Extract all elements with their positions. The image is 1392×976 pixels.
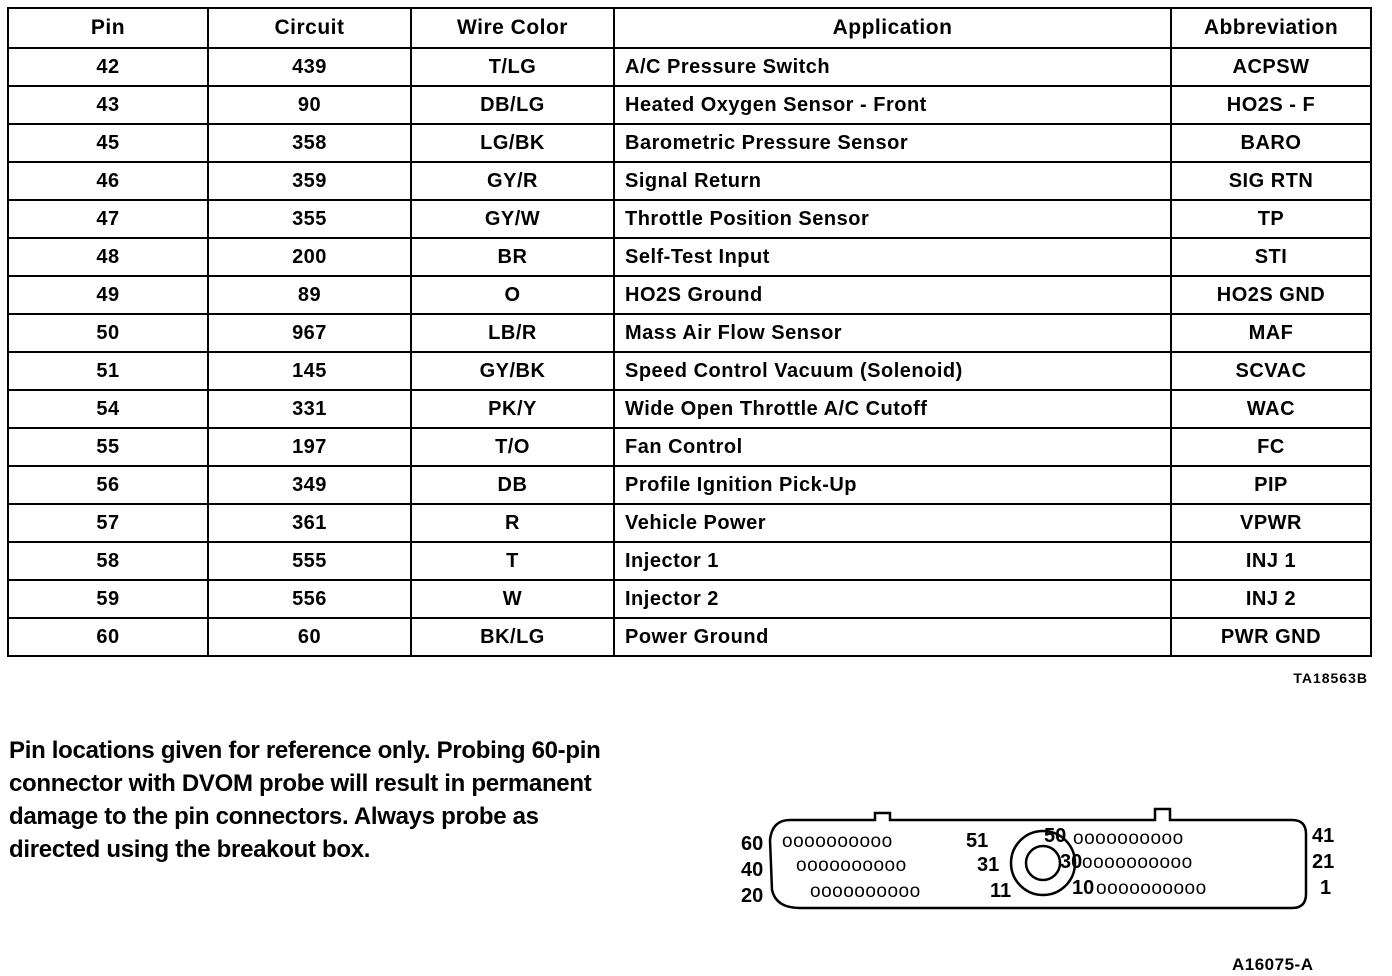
- table-row: [8, 162, 1371, 200]
- cell-application: Mass Air Flow Sensor: [614, 314, 1171, 352]
- cell-application: Barometric Pressure Sensor: [614, 124, 1171, 162]
- cell-circuit: 361: [208, 504, 411, 542]
- label-pin-11: 11: [990, 880, 1012, 902]
- table-row: [8, 200, 1371, 238]
- cell-abbreviation: SIG RTN: [1171, 162, 1371, 200]
- cell-application: Speed Control Vacuum (Solenoid): [614, 352, 1171, 390]
- label-pin-41: 41: [1312, 825, 1335, 847]
- connector-figure-code: A16075-A: [1232, 955, 1314, 974]
- table-row: [8, 276, 1371, 314]
- cell-abbreviation: HO2S - F: [1171, 86, 1371, 124]
- connector-key-inner: [1026, 846, 1060, 880]
- header-circuit: Circuit: [208, 8, 411, 48]
- table-row: [8, 314, 1371, 352]
- cell-circuit: 90: [208, 86, 411, 124]
- cell-abbreviation: PWR GND: [1171, 618, 1371, 656]
- cell-abbreviation: BARO: [1171, 124, 1371, 162]
- table-figure-code: TA18563B: [1293, 670, 1368, 686]
- cell-pin: 48: [8, 238, 208, 276]
- cell-abbreviation: WAC: [1171, 390, 1371, 428]
- label-pin-60: 60: [741, 833, 764, 855]
- pin-row-right-top: oooooooooo: [1073, 828, 1184, 849]
- pin-row-right-mid: oooooooooo: [1082, 852, 1193, 873]
- pin-table: [7, 7, 1372, 657]
- cell-abbreviation: MAF: [1171, 314, 1371, 352]
- table-row: [8, 238, 1371, 276]
- cell-application: Injector 2: [614, 580, 1171, 618]
- note-line: Pin locations given for reference only. Probing 60-pin: [9, 737, 601, 764]
- cell-wire-color: T/O: [411, 428, 614, 466]
- cell-abbreviation: INJ 2: [1171, 580, 1371, 618]
- cell-circuit: 439: [208, 48, 411, 86]
- cell-application: Throttle Position Sensor: [614, 200, 1171, 238]
- cell-circuit: 355: [208, 200, 411, 238]
- table-row: [8, 86, 1371, 124]
- table-row: [8, 390, 1371, 428]
- cell-abbreviation: PIP: [1171, 466, 1371, 504]
- cell-abbreviation: STI: [1171, 238, 1371, 276]
- table-row: [8, 352, 1371, 390]
- label-pin-51: 51: [966, 830, 989, 852]
- label-pin-50: 50: [1044, 825, 1067, 847]
- cell-wire-color: LB/R: [411, 314, 614, 352]
- cell-pin: 54: [8, 390, 208, 428]
- cell-wire-color: GY/BK: [411, 352, 614, 390]
- label-pin-21: 21: [1312, 851, 1335, 873]
- cell-wire-color: O: [411, 276, 614, 314]
- label-pin-31: 31: [977, 854, 1000, 876]
- cell-abbreviation: TP: [1171, 200, 1371, 238]
- table-row: [8, 124, 1371, 162]
- label-pin-10: 10: [1072, 877, 1095, 899]
- pin-row-left-bot: oooooooooo: [810, 881, 921, 902]
- cell-abbreviation: HO2S GND: [1171, 276, 1371, 314]
- header-wire-color: Wire Color: [411, 8, 614, 48]
- table-row: [8, 48, 1371, 86]
- cell-wire-color: DB/LG: [411, 86, 614, 124]
- connector-diagram: [730, 800, 1350, 930]
- cell-pin: 55: [8, 428, 208, 466]
- label-pin-40: 40: [741, 859, 764, 881]
- cell-circuit: 555: [208, 542, 411, 580]
- cell-application: Power Ground: [614, 618, 1171, 656]
- cell-application: Injector 1: [614, 542, 1171, 580]
- cell-pin: 57: [8, 504, 208, 542]
- note-line: connector with DVOM probe will result in permanent: [9, 770, 592, 797]
- cell-abbreviation: FC: [1171, 428, 1371, 466]
- header-abbreviation: Abbreviation: [1171, 8, 1371, 48]
- table-row: [8, 542, 1371, 580]
- header-application: Application: [614, 8, 1171, 48]
- cell-wire-color: BR: [411, 238, 614, 276]
- cell-pin: 43: [8, 86, 208, 124]
- label-pin-30: 30: [1060, 851, 1083, 873]
- cell-circuit: 349: [208, 466, 411, 504]
- cell-application: Signal Return: [614, 162, 1171, 200]
- cell-pin: 51: [8, 352, 208, 390]
- table-header-row: [8, 8, 1371, 48]
- cell-wire-color: DB: [411, 466, 614, 504]
- header-pin: Pin: [8, 8, 208, 48]
- cell-wire-color: BK/LG: [411, 618, 614, 656]
- cell-wire-color: LG/BK: [411, 124, 614, 162]
- cell-wire-color: T: [411, 542, 614, 580]
- cell-application: Wide Open Throttle A/C Cutoff: [614, 390, 1171, 428]
- cell-pin: 45: [8, 124, 208, 162]
- cell-abbreviation: SCVAC: [1171, 352, 1371, 390]
- table-row: [8, 618, 1371, 656]
- cell-pin: 60: [8, 618, 208, 656]
- cell-wire-color: T/LG: [411, 48, 614, 86]
- cell-abbreviation: INJ 1: [1171, 542, 1371, 580]
- table-body: [8, 48, 1371, 656]
- note-line: directed using the breakout box.: [9, 836, 371, 863]
- cell-application: HO2S Ground: [614, 276, 1171, 314]
- table-row: [8, 504, 1371, 542]
- cell-pin: 58: [8, 542, 208, 580]
- cell-circuit: 145: [208, 352, 411, 390]
- cell-circuit: 556: [208, 580, 411, 618]
- label-pin-1: 1: [1320, 877, 1332, 899]
- cell-wire-color: R: [411, 504, 614, 542]
- pin-row-right-bot: oooooooooo: [1096, 878, 1207, 899]
- cell-pin: 50: [8, 314, 208, 352]
- table-row: [8, 428, 1371, 466]
- cell-pin: 42: [8, 48, 208, 86]
- cell-application: Fan Control: [614, 428, 1171, 466]
- table-row: [8, 466, 1371, 504]
- cell-application: Profile Ignition Pick-Up: [614, 466, 1171, 504]
- cell-wire-color: W: [411, 580, 614, 618]
- cell-pin: 59: [8, 580, 208, 618]
- pin-row-left-mid: oooooooooo: [796, 855, 907, 876]
- probing-note: [9, 734, 669, 866]
- cell-pin: 46: [8, 162, 208, 200]
- cell-pin: 56: [8, 466, 208, 504]
- pin-row-left-top: oooooooooo: [782, 831, 893, 852]
- cell-circuit: 359: [208, 162, 411, 200]
- cell-pin: 47: [8, 200, 208, 238]
- cell-abbreviation: VPWR: [1171, 504, 1371, 542]
- cell-application: Self-Test Input: [614, 238, 1171, 276]
- note-line: damage to the pin connectors. Always probe as: [9, 803, 539, 830]
- table-row: [8, 580, 1371, 618]
- cell-circuit: 197: [208, 428, 411, 466]
- cell-circuit: 200: [208, 238, 411, 276]
- cell-abbreviation: ACPSW: [1171, 48, 1371, 86]
- label-pin-20: 20: [741, 885, 764, 907]
- cell-circuit: 60: [208, 618, 411, 656]
- cell-circuit: 331: [208, 390, 411, 428]
- cell-pin: 49: [8, 276, 208, 314]
- cell-wire-color: GY/R: [411, 162, 614, 200]
- cell-circuit: 358: [208, 124, 411, 162]
- cell-circuit: 89: [208, 276, 411, 314]
- cell-application: Vehicle Power: [614, 504, 1171, 542]
- cell-wire-color: GY/W: [411, 200, 614, 238]
- cell-application: A/C Pressure Switch: [614, 48, 1171, 86]
- cell-application: Heated Oxygen Sensor - Front: [614, 86, 1171, 124]
- cell-wire-color: PK/Y: [411, 390, 614, 428]
- cell-circuit: 967: [208, 314, 411, 352]
